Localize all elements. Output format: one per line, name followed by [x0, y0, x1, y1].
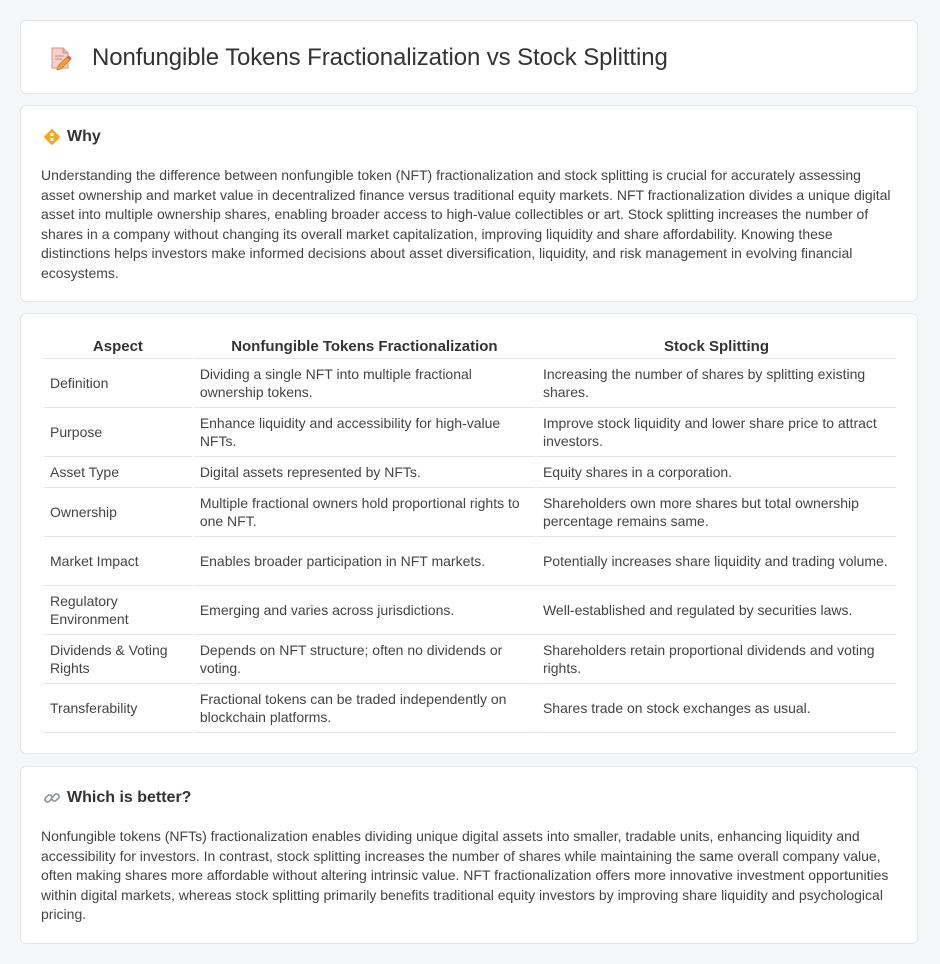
- better-title: Which is better?: [67, 789, 192, 806]
- table-cell: Dividends & Voting Rights: [44, 635, 192, 684]
- table-cell: Shareholders retain proportional dividends and voting rights.: [537, 635, 896, 684]
- column-header: Aspect: [44, 334, 192, 359]
- table-cell: Enables broader participation in NFT markets.: [194, 537, 535, 586]
- table-cell: Definition: [44, 359, 192, 408]
- table-row: [44, 359, 896, 408]
- table-cell: Potentially increases share liquidity and trading volume.: [537, 537, 896, 586]
- table-cell: Emerging and varies across jurisdictions.: [194, 586, 535, 635]
- table-cell: Enhance liquidity and accessibility for high-value NFTs.: [194, 408, 535, 457]
- table-row: [44, 635, 896, 684]
- column-header: Nonfungible Tokens Fractionalization: [194, 334, 535, 359]
- why-text: Understanding the difference between nonfungible token (NFT) fractionalization and stock splitting is crucial for accurately assessing asset ownership and market value in decentralized finance versus traditional equity markets. NFT fractionalization divides a unique digital asset into multiple ownership shares, enabling broader access to high-value collectibles or art. Stock splitting increases the number of shares in a company without changing its overall market capitalization, improving liquidity and share affordability. Knowing these distinctions helps investors make informed decisions about asset diversification, liquidity, and risk management in evolving financial ecosystems.: [41, 167, 891, 281]
- table-cell: Dividing a single NFT into multiple fractional ownership tokens.: [194, 359, 535, 408]
- column-header: Stock Splitting: [537, 334, 896, 359]
- table-row: [44, 684, 896, 733]
- why-section: [20, 105, 918, 302]
- table-cell: Shares trade on stock exchanges as usual.: [537, 684, 896, 733]
- comparison-table: [42, 334, 898, 733]
- table-cell: Transferability: [44, 684, 192, 733]
- link-icon: [43, 789, 61, 807]
- table-cell: Equity shares in a corporation.: [537, 457, 896, 488]
- table-cell: Ownership: [44, 488, 192, 537]
- table-cell: Fractional tokens can be traded independently on blockchain platforms.: [194, 684, 535, 733]
- table-row: [44, 537, 896, 586]
- comparison-table-card: [20, 313, 918, 754]
- table-cell: Regulatory Environment: [44, 586, 192, 635]
- diamond-sign-icon: [43, 128, 61, 146]
- table-cell: Well-established and regulated by securities laws.: [537, 586, 896, 635]
- table-cell: Shareholders own more shares but total ownership percentage remains same.: [537, 488, 896, 537]
- table-row: [44, 586, 896, 635]
- table-cell: Improve stock liquidity and lower share price to attract investors.: [537, 408, 896, 457]
- table-row: [44, 408, 896, 457]
- table-cell: Multiple fractional owners hold proportional rights to one NFT.: [194, 488, 535, 537]
- better-text: Nonfungible tokens (NFTs) fractionalization enables dividing unique digital assets into smaller, tradable units, enhancing liquidity and accessibility for investors. In contrast, stock splitting increases the number of shares while maintaining the same overall company value, often making shares more affordable without altering intrinsic value. NFT fractionalization offers more innovative investment opportunities within digital markets, whereas stock splitting primarily benefits traditional equity investors by improving share liquidity and psychological pricing.: [41, 828, 889, 922]
- why-title: Why: [67, 128, 101, 145]
- which-is-better-section: [20, 766, 918, 944]
- table-header-row: [44, 334, 896, 359]
- table-row: [44, 488, 896, 537]
- page-title: Nonfungible Tokens Fractionalization vs Stock Splitting: [92, 44, 668, 71]
- table-cell: Purpose: [44, 408, 192, 457]
- table-cell: Digital assets represented by NFTs.: [194, 457, 535, 488]
- header-card: [20, 20, 918, 94]
- table-cell: Increasing the number of shares by splitting existing shares.: [537, 359, 896, 408]
- table-cell: Asset Type: [44, 457, 192, 488]
- table-cell: Depends on NFT structure; often no dividends or voting.: [194, 635, 535, 684]
- table-row: [44, 457, 896, 488]
- document-pencil-icon: [47, 45, 73, 71]
- table-cell: Market Impact: [44, 537, 192, 586]
